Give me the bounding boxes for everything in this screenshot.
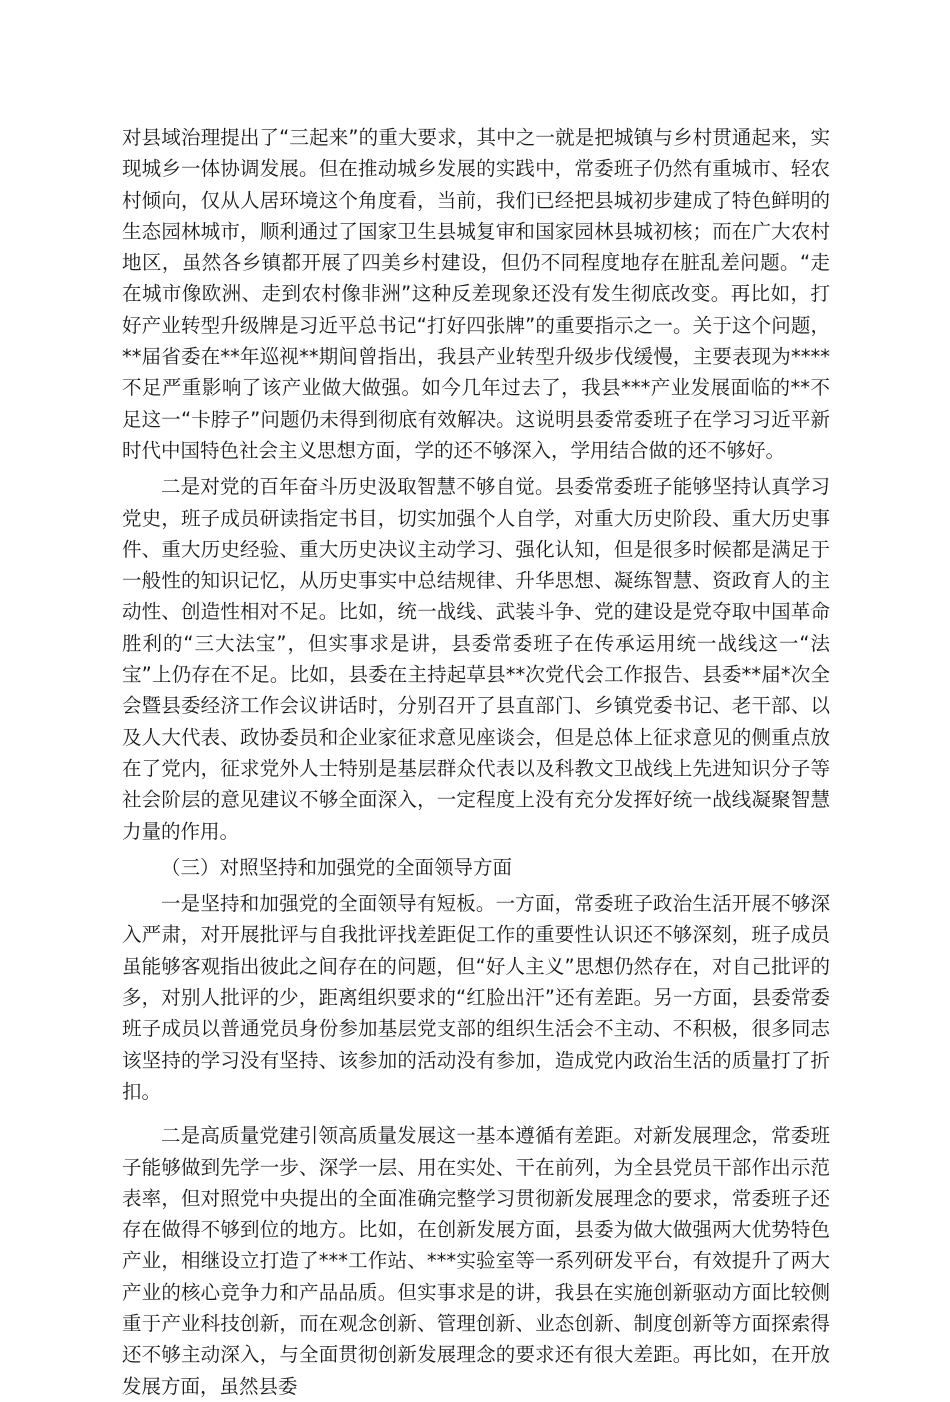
paragraph-party-leadership: 一是坚持和加强党的全面领导有短板。一方面，常委班子政治生活开展不够深入严肃，对开展批评与自我批评找差距促工作的重要性认识还不够深刻，班子成员虽能够客观指出彼此之间存在的问题，但“好人主义”思想仍然存在，对自己批评的多，对别人批评的少，距离组织要求的“红脸出汗”还有差距。另一方面，县委常委班子成员以普通党员身份参加基层党支部的组织生活会不主动、不积极，很多同志该坚持的学习没有坚持、该参加的活动没有参加，造成党内政治生活的质量打了折扣。 xyxy=(122,892,830,1103)
paragraph-high-quality-development: 二是高质量党建引领高质量发展这一基本遵循有差距。对新发展理念，常委班子能够做到先学一步、深学一层、用在实处、干在前列，为全县党员干部作出示范表率，但对照党中央提出的全面准确完整学习贯彻新发展理念的要求，常委班子还存在做得不够到位的地方。比如，在创新发展方面，县委为做大做强两大优势特色产业，相继设立打造了***工作站、***实验室等一系列研发平台，有效提升了两大产业的核心竞争力和产品品质。但实事求是的讲，我县在实施创新驱动方面比较侧重于产业科技创新，而在观念创新、管理创新、业态创新、制度创新等方面探索得还不够主动深入，与全面贯彻创新发展理念的要求还有很大差距。再比如，在开放发展方面，虽然县委 xyxy=(122,1124,830,1398)
document-body xyxy=(122,122,830,1402)
section-heading-3: （三）对照坚持和加强党的全面领导方面 xyxy=(161,855,513,879)
paragraph-party-history: 二是对党的百年奋斗历史汲取智慧不够自觉。县委常委班子能够坚持认真学习党史，班子成员研读指定书目，切实加强个人自学，对重大历史阶段、重大历史事件、重大历史经验、重大历史决议主动学习、强化认知，但是很多时候都是满足于一般性的知识记忆，从历史事实中总结规律、升华思想、凝练智慧、资政育人的主动性、创造性相对不足。比如，统一战线、武装斗争、党的建设是党夺取中国革命胜利的“三大法宝”，但实事求是讲，县委常委班子在传承运用统一战线这一“法宝”上仍存在不足。比如，县委在主持起草县**次党代会工作报告、县委**届*次全会暨县委经济工作会议讲话时，分别召开了县直部门、乡镇党委书记、老干部、以及人大代表、政协委员和企业家征求意见座谈会，但是总体上征求意见的侧重点放在了党内，征求党外人士特别是基层群众代表以及科教文卫战线上先进知识分子等社会阶层的意见建议不够全面深入，一定程度上没有充分发挥好统一战线凝聚智慧力量的作用。 xyxy=(122,475,830,843)
paragraph-continuation: 对县域治理提出了“三起来”的重大要求，其中之一就是把城镇与乡村贯通起来，实现城乡一体协调发展。但在推动城乡发展的实践中，常委班子仍然有重城市、轻农村倾向，仅从人居环境这个角度看，当前，我们已经把县城初步建成了特色鲜明的生态园林城市，顺利通过了国家卫生县城复审和国家园林县城初核；而在广大农村地区，虽然各乡镇都开展了四美乡村建设，但仍不同程度地存在脏乱差问题。“走在城市像欧洲、走到农村像非洲”这种反差现象还没有发生彻底改变。再比如，打好产业转型升级牌是习近平总书记“打好四张牌”的重要指示之一。关于这个问题，**届省委在**年巡视**期间曾指出，我县产业转型升级步伐缓慢，主要表现为****不足严重影响了该产业做大做强。如今几年过去了，我县***产业发展面临的**不足这一“卡脖子”问题仍未得到彻底有效解决。这说明县委常委班子在学习习近平新时代中国特色社会主义思想方面，学的还不够深入，学用结合做的还不够好。 xyxy=(122,126,830,462)
